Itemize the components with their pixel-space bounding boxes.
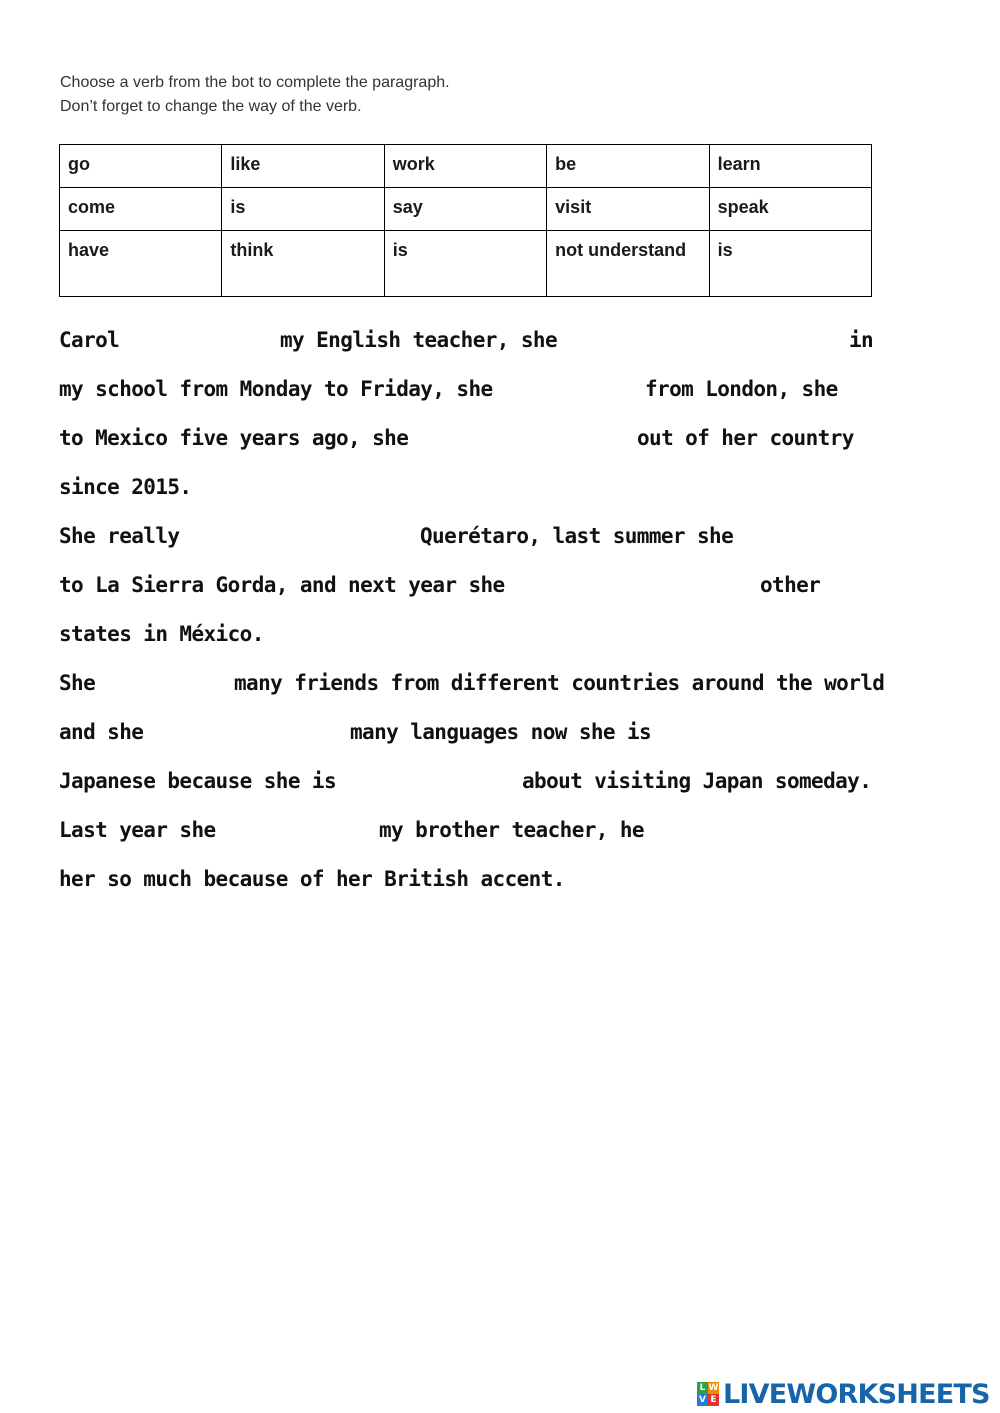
verb-cell: think — [222, 231, 384, 297]
paragraph-segment: She — [59, 671, 96, 695]
verb-cell: is — [384, 231, 546, 297]
instruction-line-2: Don’t forget to change the way of the verb. — [60, 98, 362, 115]
verb-cell: go — [60, 145, 222, 188]
paragraph-segment: my school from Monday to Friday, she — [59, 377, 493, 401]
paragraph-segment: other — [760, 573, 821, 597]
paragraph-segment: in — [849, 328, 874, 352]
paragraph-segment: Querétaro, last summer she — [420, 524, 734, 548]
paragraph-segment: since 2015. — [59, 475, 192, 499]
verb-cell: visit — [547, 188, 709, 231]
paragraph-segment: to La Sierra Gorda, and next year she — [59, 573, 505, 597]
verb-cell: is — [709, 231, 871, 297]
paragraph-segment: to Mexico five years ago, she — [59, 426, 409, 450]
paragraph-segment: out of her country — [637, 426, 854, 450]
paragraph-segment: and she — [59, 720, 144, 744]
paragraph-segment: states in México. — [59, 622, 264, 646]
paragraph-segment: many friends from different countries around the world — [234, 671, 885, 695]
liveworksheets-logo — [697, 1378, 990, 1410]
verb-cell: say — [384, 188, 546, 231]
verb-cell: speak — [709, 188, 871, 231]
logo-mark-icon: L W V E — [697, 1382, 719, 1406]
paragraph-segment: many languages now she is — [350, 720, 652, 744]
verb-cell: be — [547, 145, 709, 188]
paragraph-segment: about visiting Japan someday. — [522, 769, 872, 793]
verb-cell: come — [60, 188, 222, 231]
verb-cell: learn — [709, 145, 871, 188]
verb-cell: not understand — [547, 231, 709, 297]
paragraph-segment: my English teacher, she — [280, 328, 557, 352]
verb-cell: is — [222, 188, 384, 231]
verb-cell: work — [384, 145, 546, 188]
verb-cell: have — [60, 231, 222, 297]
paragraph-segment: from London, she — [645, 377, 838, 401]
logo-text: LIVEWORKSHEETS — [723, 1378, 990, 1410]
verb-cell: like — [222, 145, 384, 188]
paragraph-segment: my brother teacher, he — [379, 818, 644, 842]
paragraph-segment: Carol — [59, 328, 120, 352]
paragraph-segment: Japanese because she is — [59, 769, 336, 793]
paragraph-segment: her so much because of her British accent. — [59, 867, 565, 891]
paragraph-segment: Last year she — [59, 818, 216, 842]
paragraph-segment: She really — [59, 524, 180, 548]
instruction-line-1: Choose a verb from the bot to complete the paragraph. — [60, 74, 450, 91]
